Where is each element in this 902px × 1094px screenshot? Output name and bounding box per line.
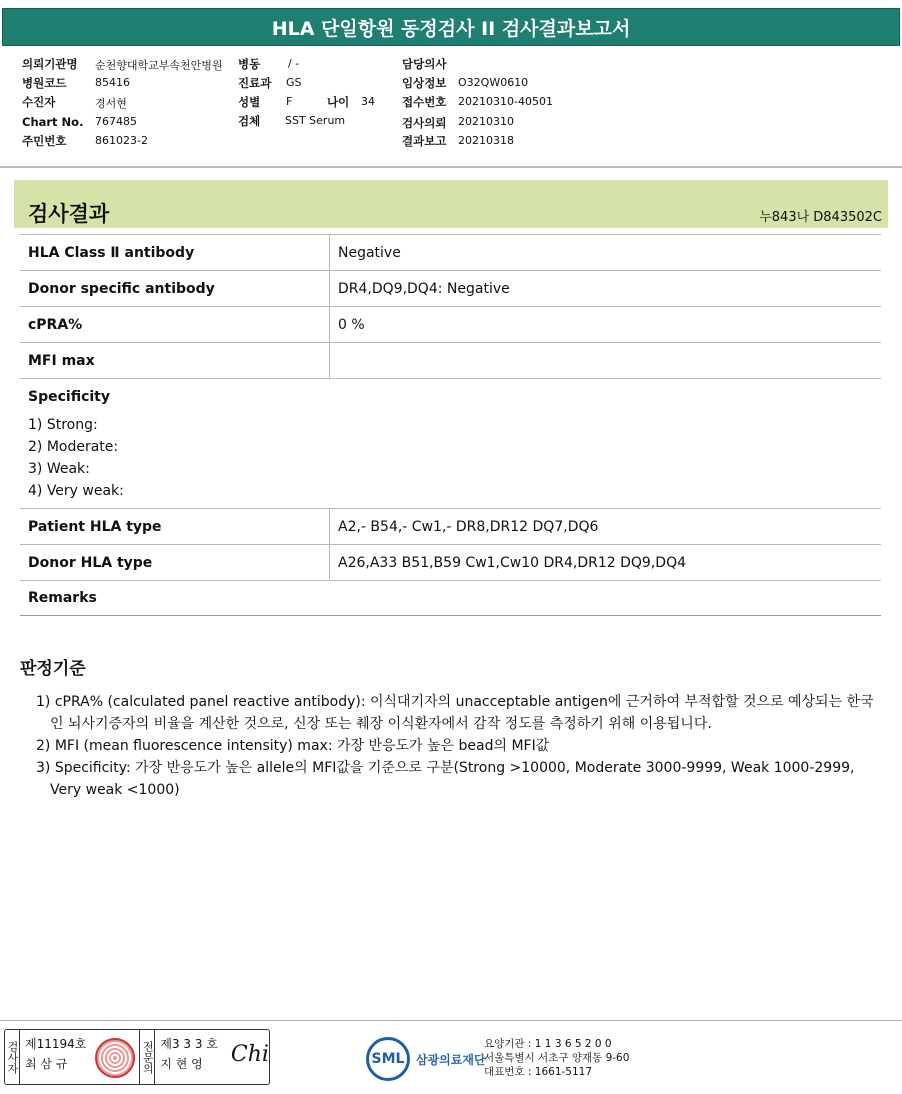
specificity-item: 2) Moderate: — [28, 439, 119, 455]
value-requester: 순천향대학교부속천안병원 — [95, 59, 223, 72]
signature-icon: Chi — [230, 1042, 269, 1067]
result-heading: 검사결과 — [28, 202, 110, 226]
seal-icon — [95, 1038, 135, 1078]
value-patient: 경서현 — [95, 97, 127, 110]
table-row — [20, 235, 881, 271]
label-requester: 의뢰기관명 — [22, 57, 78, 71]
label-resident-no: 주민번호 — [22, 134, 67, 148]
table-row — [20, 545, 881, 581]
inspector-label: 검사자 — [5, 1030, 20, 1084]
value-request-date: 20210310 — [458, 115, 514, 128]
institution-code: 요양기관 : 1 1 3 6 5 2 0 0 — [484, 1038, 612, 1050]
specificity-label: Specificity — [20, 379, 881, 415]
table-row — [20, 379, 881, 415]
label-request-date: 검사의뢰 — [402, 116, 447, 130]
row-value: DR4,DQ9,DQ4: Negative — [330, 271, 882, 307]
criteria-item: 2) MFI (mean fluorescence intensity) max: 가장 반응도가 높은 bead의 MFI값 — [36, 738, 550, 754]
result-code: 누843나 D843502C — [759, 210, 882, 225]
inspector-info — [20, 1030, 91, 1084]
inspector-name: 최 삼 규 — [25, 1057, 68, 1071]
specificity-item: 1) Strong: — [28, 417, 98, 433]
row-key: Patient HLA type — [20, 509, 330, 545]
label-hospital-code: 병원코드 — [22, 76, 67, 90]
specificity-list — [20, 414, 881, 509]
value-chart-no: 767485 — [95, 115, 137, 128]
row-value: Negative — [330, 235, 882, 271]
value-specimen: SST Serum — [285, 114, 346, 127]
value-report-date: 20210318 — [458, 134, 514, 147]
value-sex: F — [286, 95, 293, 108]
label-chart-no: Chart No. — [22, 115, 84, 129]
value-department: GS — [286, 76, 302, 89]
specificity-item: 4) Very weak: — [28, 483, 124, 499]
table-row — [20, 307, 881, 343]
criteria-section — [20, 654, 882, 801]
table-row — [20, 509, 881, 545]
label-patient: 수진자 — [22, 95, 56, 109]
table-row — [20, 414, 881, 509]
value-hospital-code: 85416 — [95, 76, 130, 89]
label-age: 나이 — [327, 95, 350, 109]
table-row — [20, 271, 881, 307]
report-title: HLA 단일항원 동정검사 II 검사결과보고서 — [2, 8, 900, 46]
institution-address — [484, 1037, 629, 1079]
specificity-item: 3) Weak: — [28, 461, 90, 477]
row-key: MFI max — [20, 343, 330, 379]
result-header — [14, 180, 888, 228]
row-value: A26,A33 B51,B59 Cw1,Cw10 DR4,DR12 DQ9,DQ4 — [330, 545, 882, 581]
value-age: 34 — [361, 95, 375, 108]
label-report-date: 결과보고 — [402, 134, 447, 148]
value-receipt-no: 20210310-40501 — [458, 95, 553, 108]
logo-name: 삼광의료재단 — [416, 1052, 486, 1067]
label-department: 진료과 — [238, 76, 272, 90]
label-receipt-no: 접수번호 — [402, 95, 447, 109]
value-clinical-info: O32QW0610 — [458, 76, 529, 89]
table-row — [20, 343, 881, 379]
label-sex: 성별 — [238, 95, 261, 109]
sml-logo-icon: SML — [366, 1037, 410, 1081]
row-value: 0 % — [330, 307, 882, 343]
row-value — [330, 343, 882, 379]
label-specimen: 검체 — [238, 114, 261, 128]
label-ward: 병동 — [238, 57, 261, 71]
patient-info — [0, 48, 902, 168]
row-key: cPRA% — [20, 307, 330, 343]
table-row — [20, 581, 881, 616]
criteria-heading: 판정기준 — [20, 659, 86, 679]
footer — [0, 1020, 902, 1094]
specialist-label: 전문의 — [139, 1030, 155, 1084]
institution-location: 서울특별시 서초구 양재동 9-60 — [484, 1052, 630, 1064]
result-table — [20, 234, 881, 616]
row-key: Donor specific antibody — [20, 271, 330, 307]
row-key: Donor HLA type — [20, 545, 330, 581]
specialist-name: 지 현 영 — [160, 1057, 203, 1071]
label-doctor: 담당의사 — [402, 57, 447, 71]
specialist-info — [155, 1030, 223, 1084]
criteria-list — [20, 691, 882, 801]
value-ward: / - — [288, 57, 300, 70]
criteria-item: 3) Specificity: 가장 반응도가 높은 allele의 MFI값을 기준으로 구분(Strong >10000, Moderate 3000-9999, Weak 1000-2999, Very weak <1000) — [36, 760, 855, 798]
row-key: HLA Class Ⅱ antibody — [20, 235, 330, 271]
sml-logo — [366, 1037, 486, 1081]
remarks-label: Remarks — [20, 581, 881, 616]
label-clinical-info: 임상정보 — [402, 76, 447, 90]
signature-box — [4, 1029, 270, 1085]
inspector-no: 제11194호 — [25, 1037, 87, 1051]
row-value: A2,- B54,- Cw1,- DR8,DR12 DQ7,DQ6 — [330, 509, 882, 545]
institution-phone: 대표번호 : 1661-5117 — [484, 1066, 593, 1078]
value-resident-no: 861023-2 — [95, 134, 148, 147]
criteria-item: 1) cPRA% (calculated panel reactive antibody): 이식대기자의 unacceptable antigen에 근거하여 부적합할 것으로 예상되는 한국인 뇌사기증자의 비율을 계산한 것으로, 신장 또는 췌장 이식환자에서 감작 정도를 측정하기 위해 이용됩니다. — [36, 694, 874, 732]
specialist-no: 제3 3 3 호 — [160, 1037, 218, 1051]
